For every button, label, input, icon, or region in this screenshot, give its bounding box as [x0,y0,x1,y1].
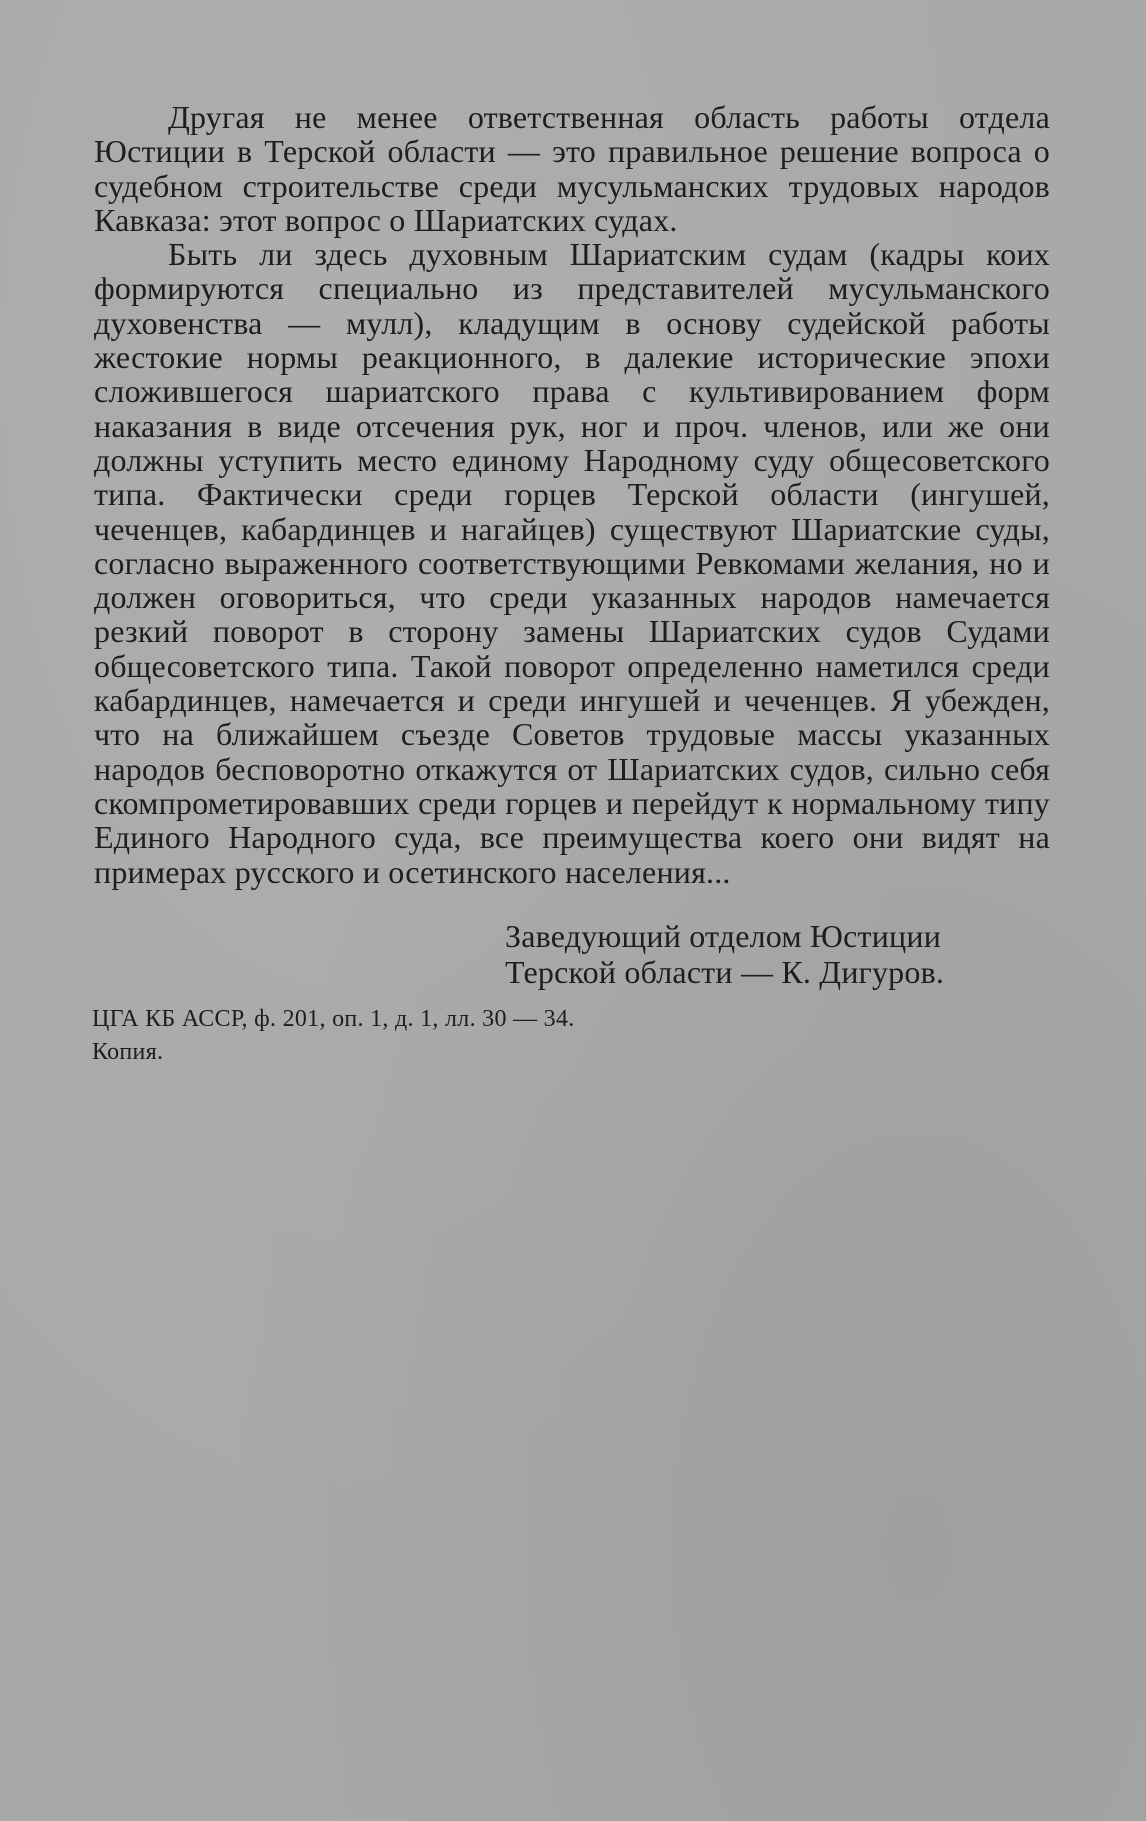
paragraph-sharia-courts: Быть ли здесь духовным Шариатским судам (кадры коих формируются специально из представителей мусульманского духовенства — мулл), кладущим в основу судейской работы жестокие нормы реакционного, в далекие исторические эпохи сложившегося шариатского права с культивированием форм наказания в виде отсечения рук, ног и проч. членов, или же они должны уступить место единому Народному суду общесоветского типа. Фактически среди горцев Терской области (ингушей, чеченцев, кабардинцев и нагайцев) существуют Шариатские суды, согласно выраженного соответствующими Ревкомами желания, но и должен оговориться, что среди указанных народов намечается резкий поворот в сторону замены Шариатских судов Судами общесоветского типа. Такой поворот определенно наметился среди кабардинцев, намечается и среди ингушей и чеченцев. Я убежден, что на ближайшем съезде Советов трудовые массы указанных народов бесповоротно откажутся от Шариатских судов, сильно себя скомпрометировавших среди горцев и перейдут к нормальному типу Единого Народного суда, все преимущества коего они видят на примерах русского и осетинского населения... [94,236,1050,890]
archive-source: ЦГА КБ АССР, ф. 201, оп. 1, д. 1, лл. 30 — 34. [92,1006,575,1032]
body-text [94,100,1050,889]
paragraph-sharia-question: Другая не менее ответственная область работы отдела Юстиции в Терской области — это правильное решение вопроса о судебном строительстве среди мусульманских трудовых народов Кавказа: этот вопрос о Шариатских судах. [94,99,1050,238]
signature-position: Заведующий отделом Юстиции [505,918,942,954]
signature-block [505,918,1025,990]
archive-reference [92,1003,792,1069]
signature-name: Терской области — К. Дигуров. [505,954,945,990]
copy-note: Копия. [92,1039,164,1065]
